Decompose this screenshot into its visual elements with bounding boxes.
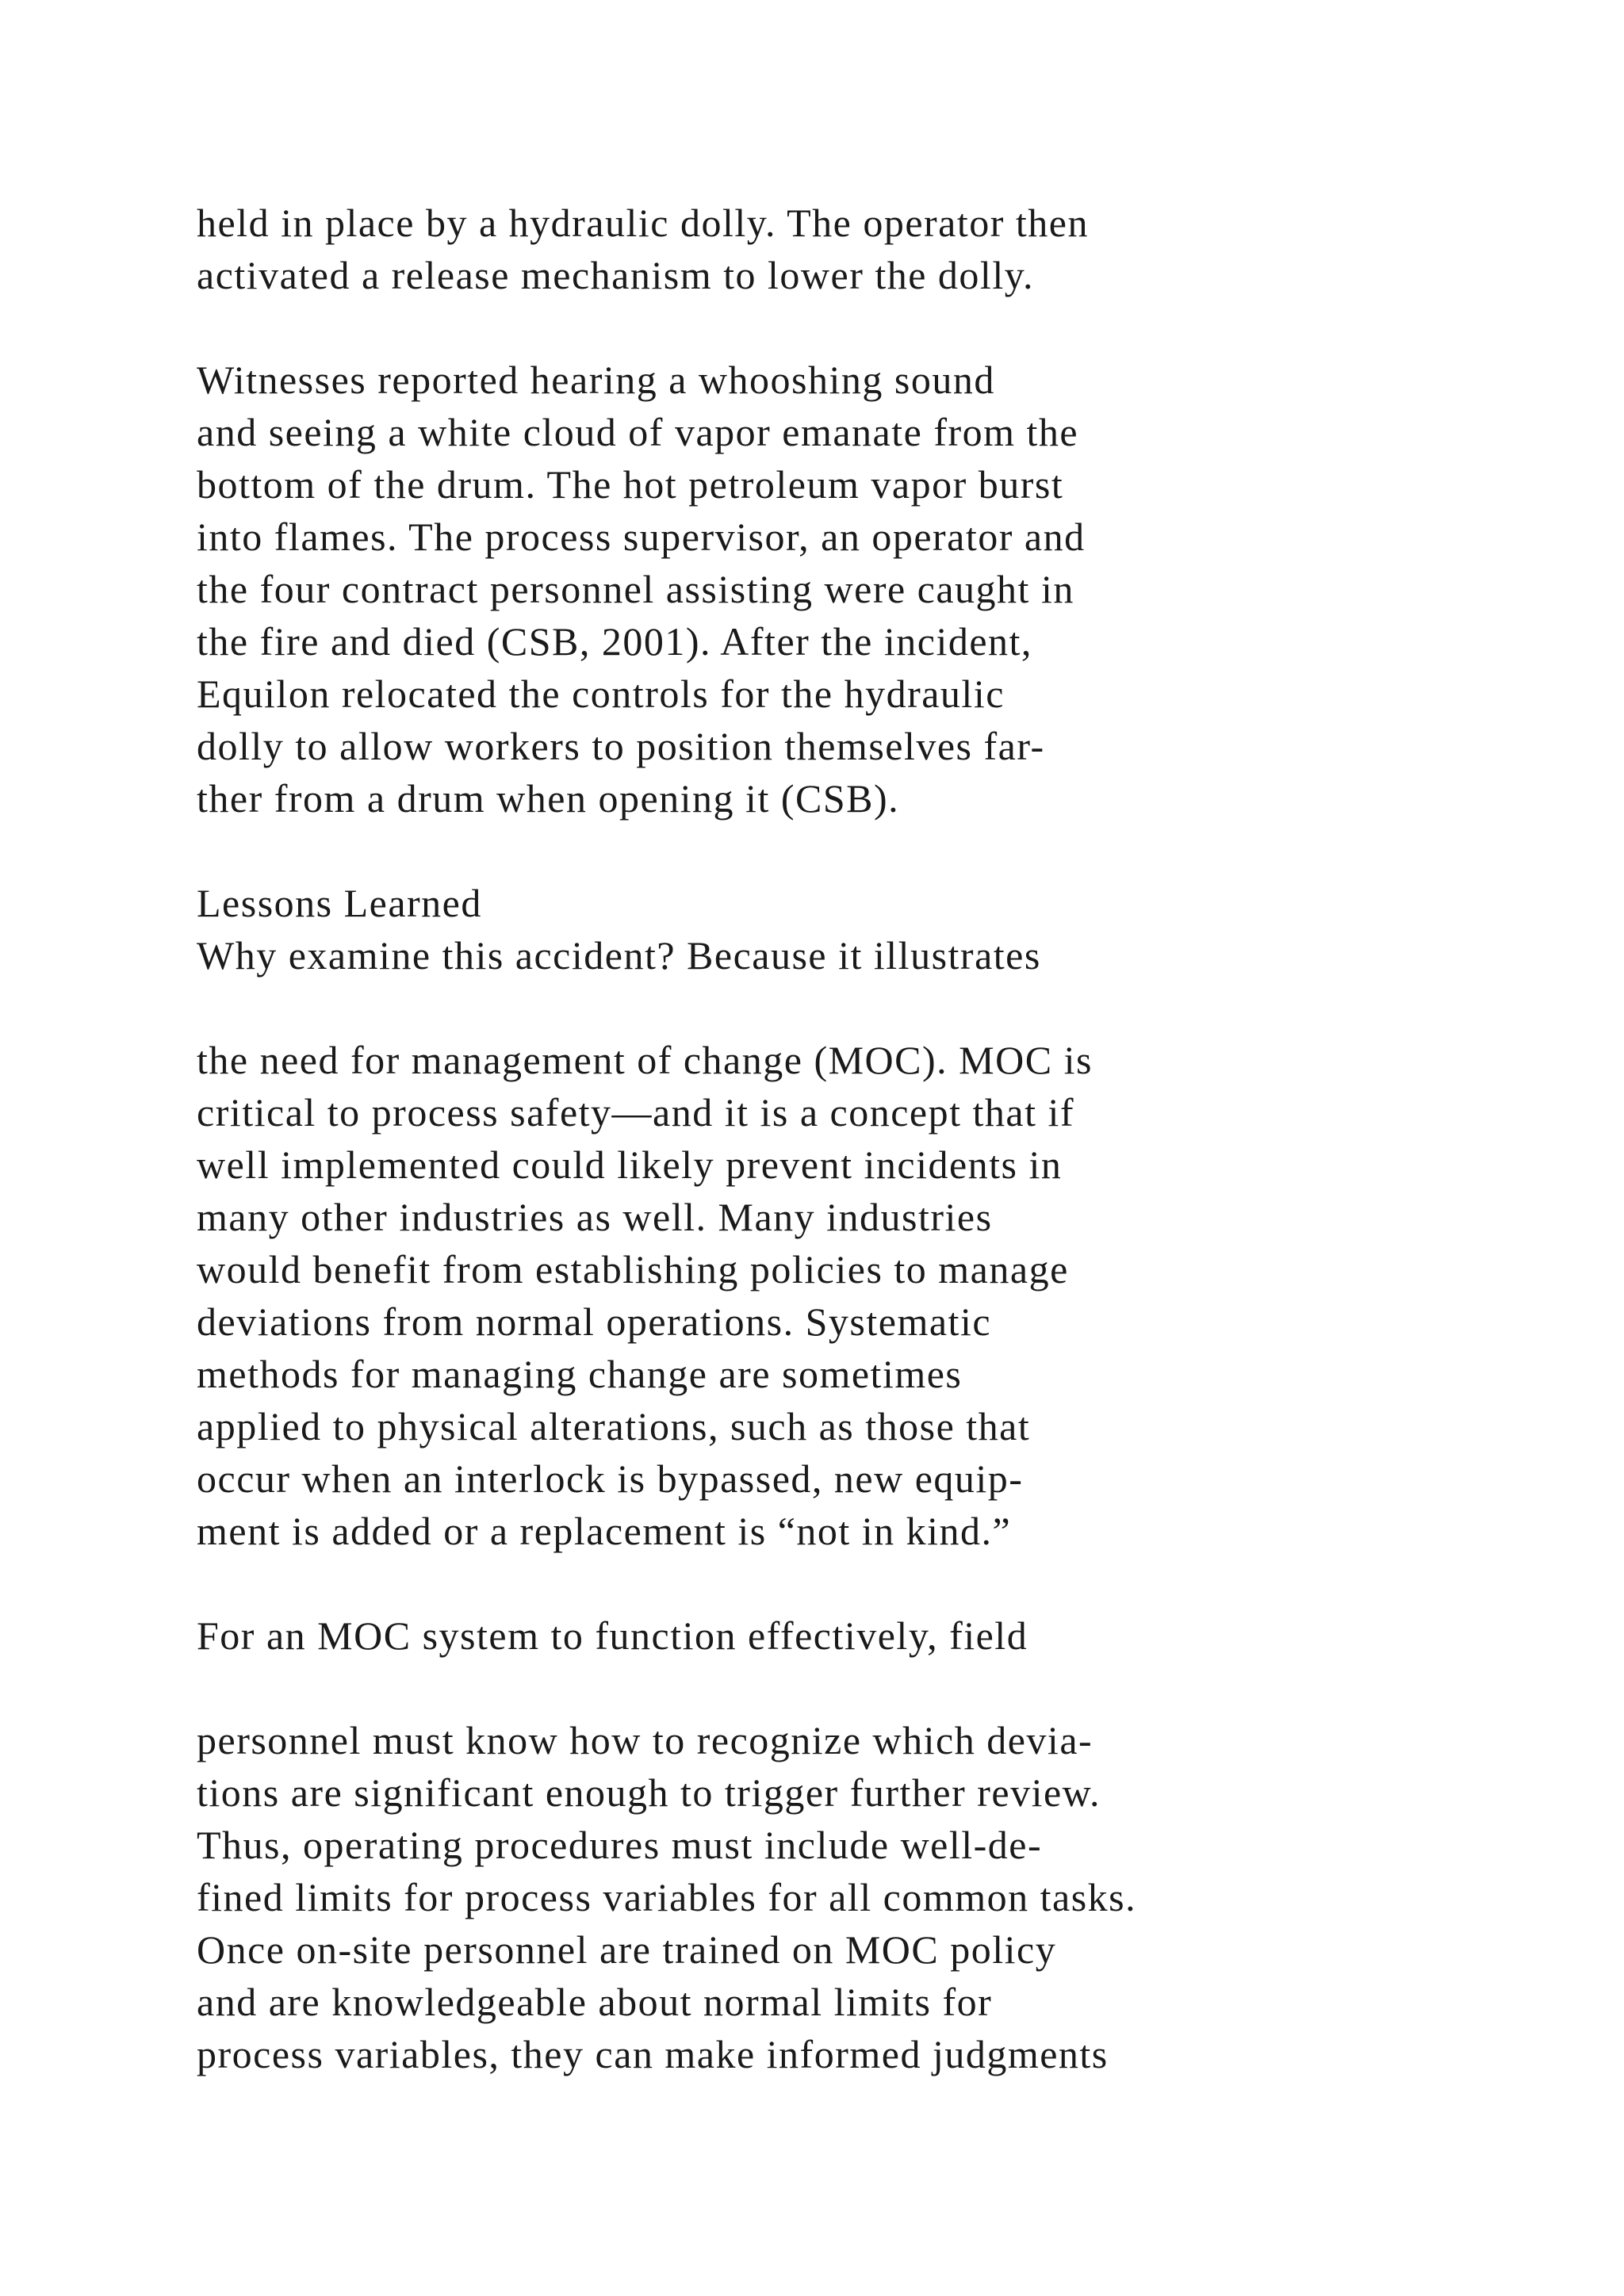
text-line: well implemented could likely prevent incidents in xyxy=(197,1142,1063,1187)
text-line: and are knowledgeable about normal limits for xyxy=(197,1980,993,2024)
text-line: bottom of the drum. The hot petroleum vapor burst xyxy=(197,462,1064,507)
paragraph-gap xyxy=(197,1662,1545,1714)
text-line: would benefit from establishing policies to manage xyxy=(197,1247,1069,1292)
section-heading: Lessons Learned xyxy=(197,881,482,925)
text-line: Equilon relocated the controls for the hydraulic xyxy=(197,672,1005,716)
text-line: deviations from normal operations. Systematic xyxy=(197,1299,992,1344)
text-line: For an MOC system to function effectively, field xyxy=(197,1613,1028,1658)
text-line: fined limits for process variables for all common tasks. xyxy=(197,1875,1137,1919)
text-line: dolly to allow workers to position themselves far- xyxy=(197,724,1045,768)
paragraph-gap xyxy=(197,825,1545,877)
text-line: applied to physical alterations, such as those that xyxy=(197,1404,1031,1448)
text-line: the fire and died (CSB, 2001). After the incident, xyxy=(197,619,1032,664)
body-text xyxy=(197,197,1545,2080)
text-line: the need for management of change (MOC). MOC is xyxy=(197,1038,1093,1082)
text-line: Once on-site personnel are trained on MOC policy xyxy=(197,1927,1057,1972)
paragraph-gap xyxy=(197,1557,1545,1609)
text-line: ment is added or a replacement is “not in kind.” xyxy=(197,1509,1012,1553)
text-line: occur when an interlock is bypassed, new equip- xyxy=(197,1456,1024,1501)
text-line: Why examine this accident? Because it illustrates xyxy=(197,933,1041,978)
text-line: held in place by a hydraulic dolly. The operator then xyxy=(197,201,1089,245)
text-line: ther from a drum when opening it (CSB). xyxy=(197,776,900,821)
text-line: and seeing a white cloud of vapor emanate from the xyxy=(197,410,1079,454)
text-line: critical to process safety—and it is a concept that if xyxy=(197,1090,1075,1135)
text-line: the four contract personnel assisting were caught in xyxy=(197,567,1074,611)
text-line: process variables, they can make informed judgments xyxy=(197,2032,1109,2076)
text-line: activated a release mechanism to lower the dolly. xyxy=(197,253,1034,297)
text-line: Thus, operating procedures must include well-de- xyxy=(197,1823,1043,1867)
text-line: tions are significant enough to trigger further review. xyxy=(197,1770,1101,1815)
paragraph-gap xyxy=(197,982,1545,1034)
text-line: many other industries as well. Many industries xyxy=(197,1195,993,1239)
text-line: Witnesses reported hearing a whooshing sound xyxy=(197,358,995,402)
text-line: methods for managing change are sometimes xyxy=(197,1352,963,1396)
text-line: personnel must know how to recognize which devia- xyxy=(197,1718,1094,1762)
paragraph-gap xyxy=(197,301,1545,354)
text-line: into flames. The process supervisor, an operator and xyxy=(197,515,1086,559)
